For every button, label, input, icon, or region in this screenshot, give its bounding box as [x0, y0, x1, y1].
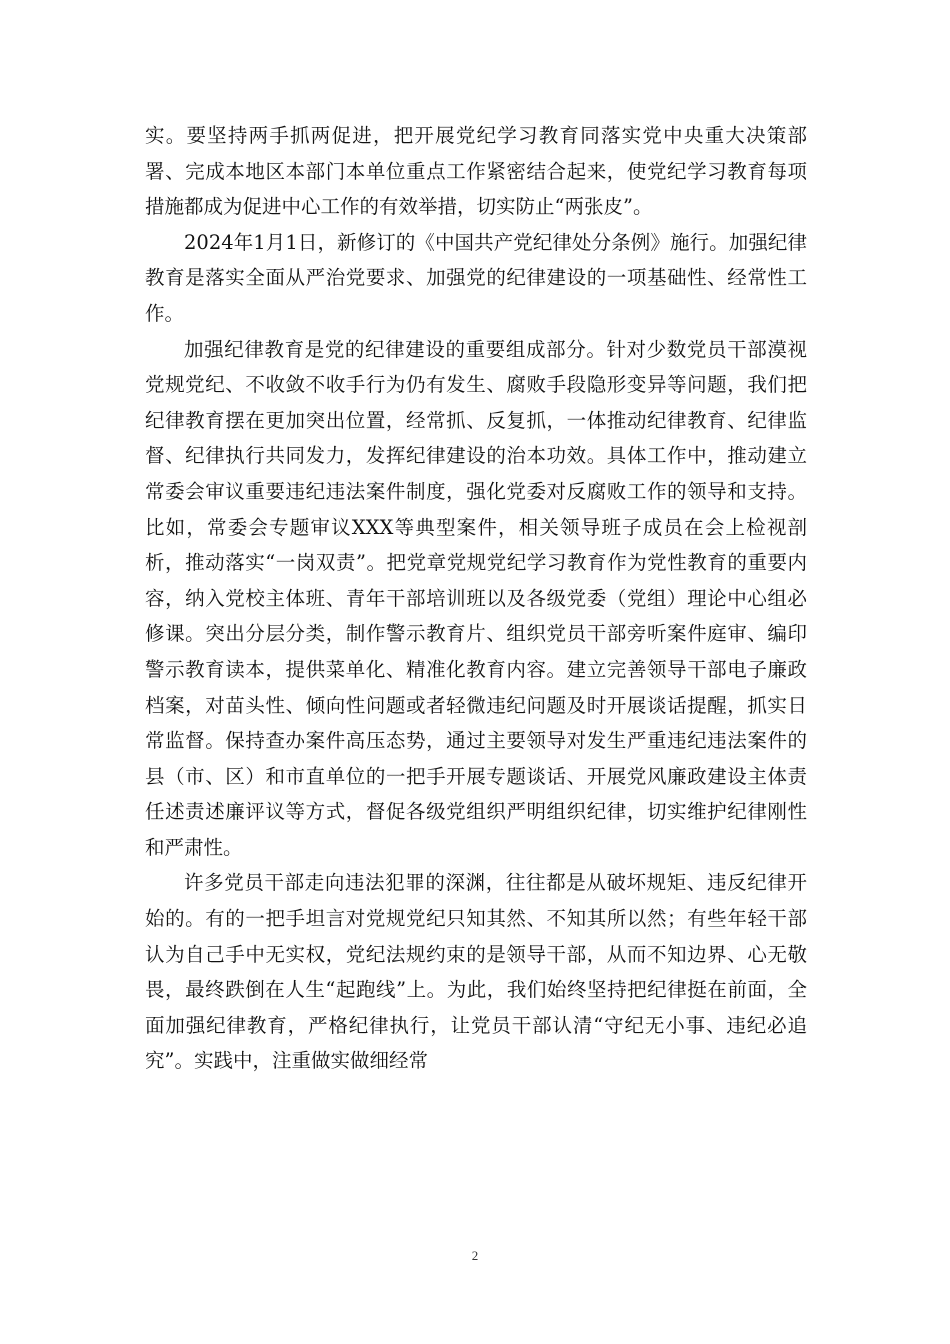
body-text — [145, 118, 807, 1079]
page-number: 2 — [471, 1248, 479, 1263]
paragraph-1: 实。要坚持两手抓两促进，把开展党纪学习教育同落实党中央重大决策部署、完成本地区本部门本单位重点工作紧密结合起来，使党纪学习教育每项措施都成为促进中心工作的有效举措，切实防止“两张皮”。 — [145, 124, 807, 219]
paragraph-4: 许多党员干部走向违法犯罪的深渊，往往都是从破坏规矩、违反纪律开始的。有的一把手坦言对党规党纪只知其然、不知其所以然；有些年轻干部认为自己手中无实权，党纪法规约束的是领导干部，从而不知边界、心无敬畏，最终跌倒在人生“起跑线”上。为此，我们始终坚持把纪律挺在前面，全面加强纪律教育，严格纪律执行，让党员干部认清“守纪无小事、违纪必追究”。实践中，注重做实做细经常 — [145, 871, 807, 1073]
paragraph-3: 加强纪律教育是党的纪律建设的重要组成部分。针对少数党员干部漠视党规党纪、不收敛不收手行为仍有发生、腐败手段隐形变异等问题，我们把纪律教育摆在更加突出位置，经常抓、反复抓，一体推动纪律教育、纪律监督、纪律执行共同发力，发挥纪律建设的治本功效。具体工作中，推动建立常委会审议重要违纪违法案件制度，强化党委对反腐败工作的领导和支持。比如，常委会专题审议XXX等典型案件，相关领导班子成员在会上检视剖析，推动落实“一岗双责”。把党章党规党纪学习教育作为党性教育的重要内容，纳入党校主体班、青年干部培训班以及各级党委（党组）理论中心组必修课。突出分层分类，制作警示教育片、组织党员干部旁听案件庭审、编印警示教育读本，提供菜单化、精准化教育内容。建立完善领导干部电子廉政档案，对苗头性、倾向性问题或者轻微违纪问题及时开展谈话提醒，抓实日常监督。保持查办案件高压态势，通过主要领导对发生严重违纪违法案件的县（市、区）和市直单位的一把手开展专题谈话、开展党风廉政建设主体责任述责述廉评议等方式，督促各级党组织严明组织纪律，切实维护纪律刚性和严肃性。 — [145, 337, 807, 859]
paragraph-2: 2024年1月1日，新修订的《中国共产党纪律处分条例》施行。加强纪律教育是落实全面从严治党要求、加强党的纪律建设的一项基础性、经常性工作。 — [145, 230, 807, 325]
